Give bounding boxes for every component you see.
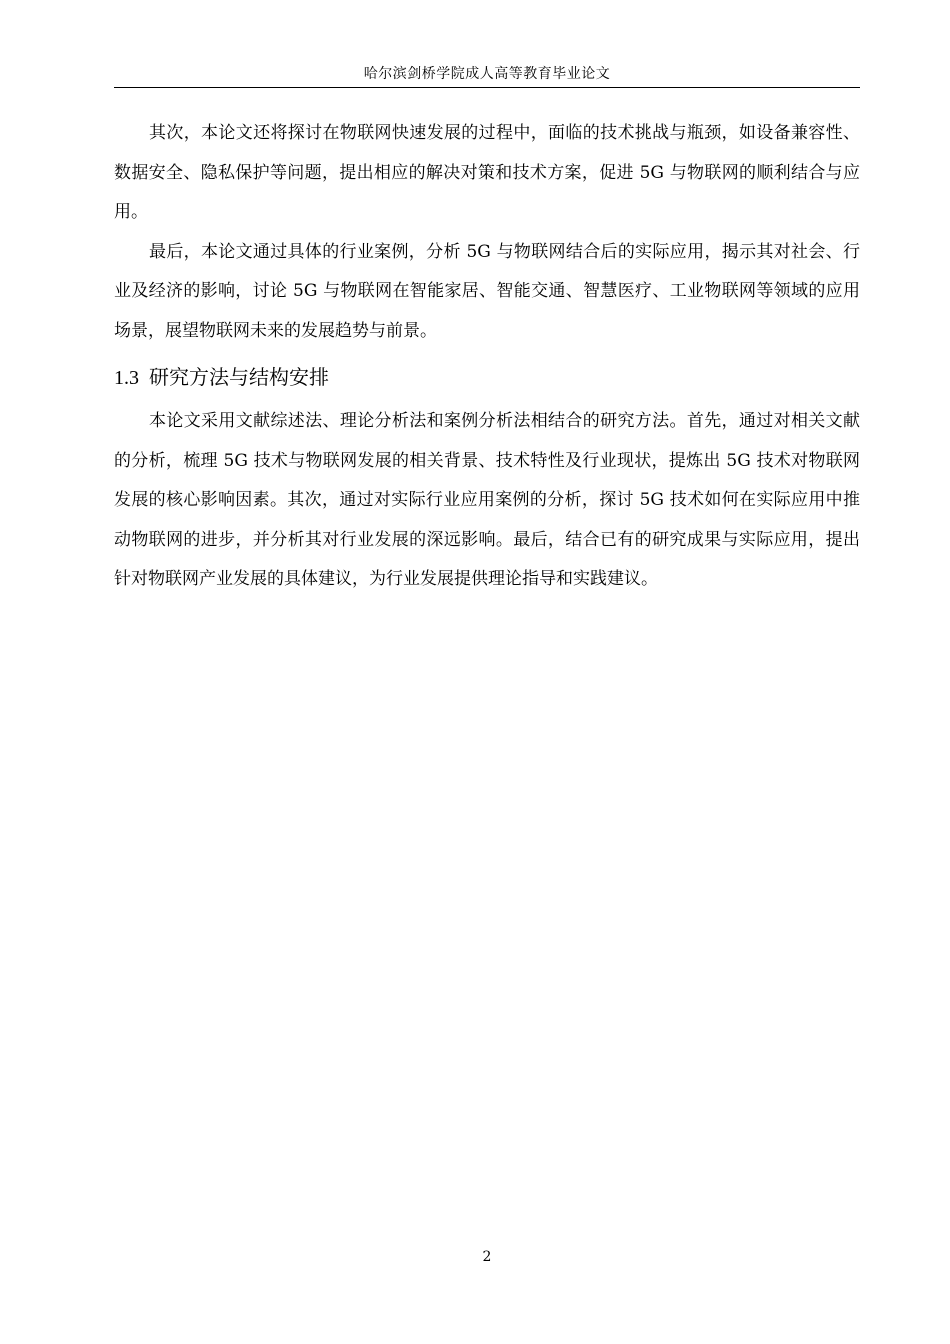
page-number: 2 [482, 1249, 492, 1265]
body-text [114, 114, 860, 600]
running-header: 哈尔滨剑桥学院成人高等教育毕业论文 [363, 66, 611, 82]
paragraph: 最后，本论文通过具体的行业案例，分析 5G 与物联网结合后的实际应用，揭示其对社会、行业及经济的影响，讨论 5G 与物联网在智能家居、智能交通、智慧医疗、工业物联网等领域的应用场景，展望物联网未来的发展趋势与前景。 [114, 241, 860, 341]
section-title: 研究方法与结构安排 [149, 365, 329, 389]
paragraph: 本论文采用文献综述法、理论分析法和案例分析法相结合的研究方法。首先，通过对相关文献的分析，梳理 5G 技术与物联网发展的相关背景、技术特性及行业现状，提炼出 5G 技术对物联网发展的核心影响因素。其次，通过对实际行业应用案例的分析，探讨 5G 技术如何在实际应用中推动物联网的进步，并分析其对行业发展的深远影响。最后，结合已有的研究成果与实际应用，提出针对物联网产业发展的具体建议，为行业发展提供理论指导和实践建议。 [114, 411, 860, 589]
header-rule [114, 87, 860, 88]
paragraph: 其次，本论文还将探讨在物联网快速发展的过程中，面临的技术挑战与瓶颈，如设备兼容性、数据安全、隐私保护等问题，提出相应的解决对策和技术方案，促进 5G 与物联网的顺利结合与应用。 [114, 123, 860, 222]
section-number: 1.3 [114, 367, 139, 389]
section-heading [114, 357, 860, 398]
